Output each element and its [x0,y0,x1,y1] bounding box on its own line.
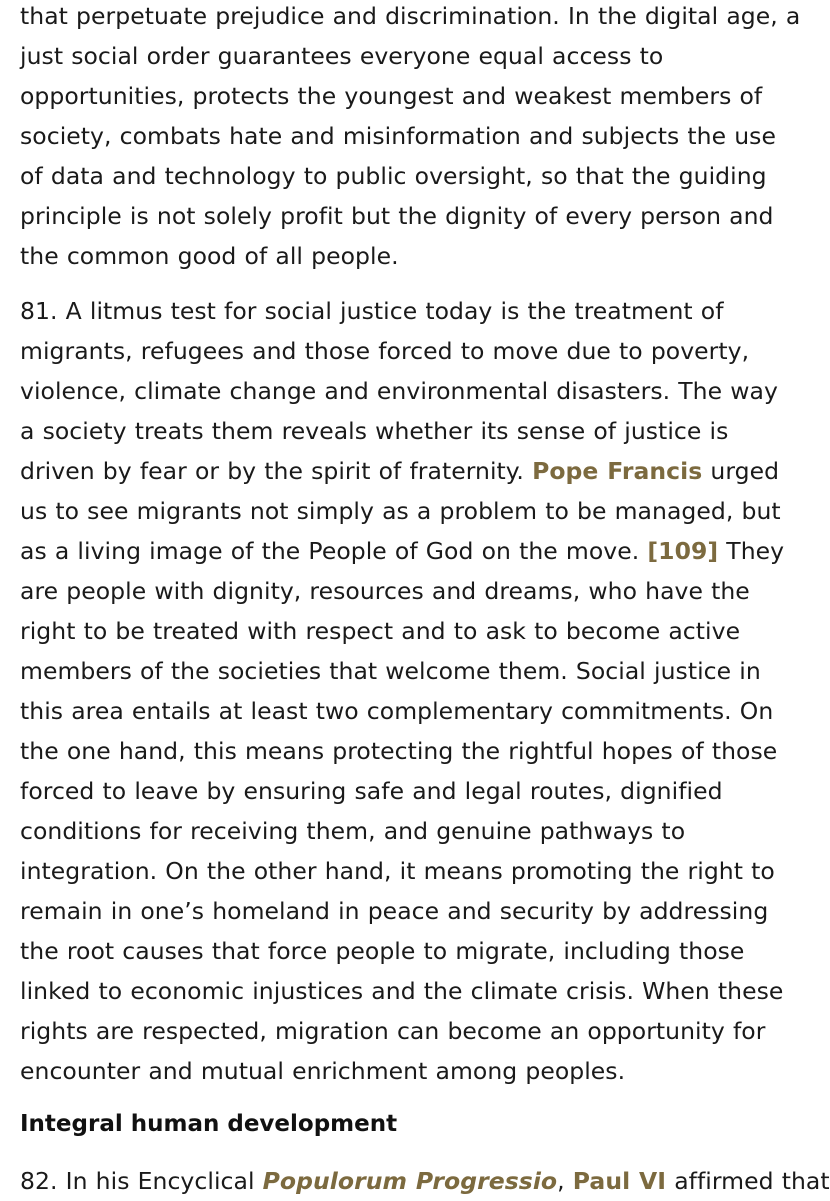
populorum-progressio-link[interactable]: Populorum Progressio [262,1167,558,1195]
text-line: of data and technology to public oversight, so that the guiding [20,162,767,190]
text-line: just social order guarantees everyone equal access to [20,42,664,70]
pope-francis-link[interactable]: Pope Francis [532,457,703,485]
footnote-109-link[interactable]: [109] [647,537,719,565]
text-line: are people with dignity, resources and dreams, who have the [20,577,750,605]
text-line: migrants, refugees and those forced to move due to poverty, [20,337,750,365]
text-line: the root causes that force people to migrate, including those [20,937,745,965]
text-run: as a living image of the People of God on the move. [20,537,648,565]
text-line: the common good of all people. [20,242,399,270]
text-line: violence, climate change and environmental disasters. The way [20,377,778,405]
text-line: encounter and mutual enrichment among peoples. [20,1057,626,1085]
text-run: , [557,1167,573,1195]
text-line [20,531,785,571]
paragraph-80-continuation [20,0,801,276]
text-run: 82. In his Encyclical [20,1167,263,1195]
text-line: remain in one’s homeland in peace and security by addressing [20,897,769,925]
text-line: a society treats them reveals whether its sense of justice is [20,417,729,445]
text-run: driven by fear or by the spirit of fraternity. [20,457,533,485]
text-line: linked to economic injustices and the climate crisis. When these [20,977,784,1005]
text-run: urged [702,457,780,485]
text-line: that perpetuate prejudice and discrimination. In the digital age, a [20,2,801,30]
text-line [20,451,780,491]
text-run: affirmed that [666,1167,830,1195]
text-line: conditions for receiving them, and genuine pathways to [20,817,686,845]
text-line: right to be treated with respect and to ask to become active [20,617,741,645]
text-line: members of the societies that welcome them. Social justice in [20,657,761,685]
text-line: this area entails at least two complementary commitments. On [20,697,774,725]
text-line: rights are respected, migration can become an opportunity for [20,1017,766,1045]
text-line: forced to leave by ensuring safe and legal routes, dignified [20,777,723,805]
text-line: us to see migrants not simply as a problem to be managed, but [20,497,781,525]
section-heading: Integral human development [20,1111,398,1137]
paragraph-82 [20,1161,830,1201]
text-line: principle is not solely profit but the dignity of every person and [20,202,774,230]
text-line: society, combats hate and misinformation and subjects the use [20,122,776,150]
paul-vi-link[interactable]: Paul VI [572,1167,667,1195]
text-line: the one hand, this means protecting the rightful hopes of those [20,737,778,765]
text-line: integration. On the other hand, it means promoting the right to [20,857,775,885]
text-line: 81. A litmus test for social justice today is the treatment of [20,297,724,325]
text-run: They [718,537,785,565]
text-line: opportunities, protects the youngest and weakest members of [20,82,763,110]
paragraph-81 [20,291,785,1091]
